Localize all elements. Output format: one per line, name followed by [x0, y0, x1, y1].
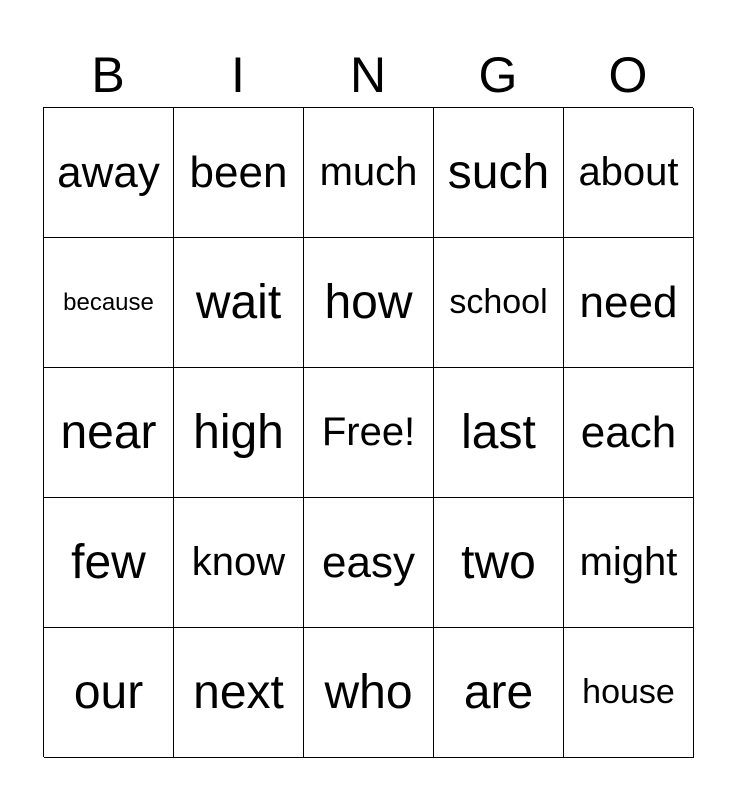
bingo-cell[interactable]: easy [304, 498, 434, 628]
bingo-cell[interactable]: few [44, 498, 174, 628]
bingo-cell[interactable]: who [304, 628, 434, 758]
bingo-cell[interactable]: last [434, 368, 564, 498]
bingo-cell[interactable]: might [564, 498, 694, 628]
bingo-cell[interactable]: near [44, 368, 174, 498]
bingo-cell[interactable]: much [304, 108, 434, 238]
header-letter-n: N [349, 47, 387, 103]
bingo-cell[interactable]: know [174, 498, 304, 628]
bingo-cell[interactable]: been [174, 108, 304, 238]
bingo-cell[interactable]: two [434, 498, 564, 628]
bingo-cell[interactable]: need [564, 238, 694, 368]
bingo-cell[interactable]: wait [174, 238, 304, 368]
free-space-cell[interactable]: Free! [304, 368, 434, 498]
bingo-cell[interactable]: next [174, 628, 304, 758]
bingo-cell[interactable]: about [564, 108, 694, 238]
header-letter-g: G [478, 47, 518, 103]
bingo-header [43, 44, 693, 106]
bingo-cell[interactable]: our [44, 628, 174, 758]
header-letter-b: B [91, 47, 125, 103]
bingo-cell[interactable]: school [434, 238, 564, 368]
header-letter-o: O [608, 47, 648, 103]
bingo-cell[interactable]: house [564, 628, 694, 758]
bingo-cell[interactable]: each [564, 368, 694, 498]
header-letter-i: I [231, 47, 245, 103]
bingo-cell[interactable]: are [434, 628, 564, 758]
bingo-board [43, 107, 693, 757]
bingo-cell[interactable]: such [434, 108, 564, 238]
bingo-cell[interactable]: away [44, 108, 174, 238]
bingo-cell[interactable]: because [44, 238, 174, 368]
bingo-cell[interactable]: high [174, 368, 304, 498]
bingo-cell[interactable]: how [304, 238, 434, 368]
